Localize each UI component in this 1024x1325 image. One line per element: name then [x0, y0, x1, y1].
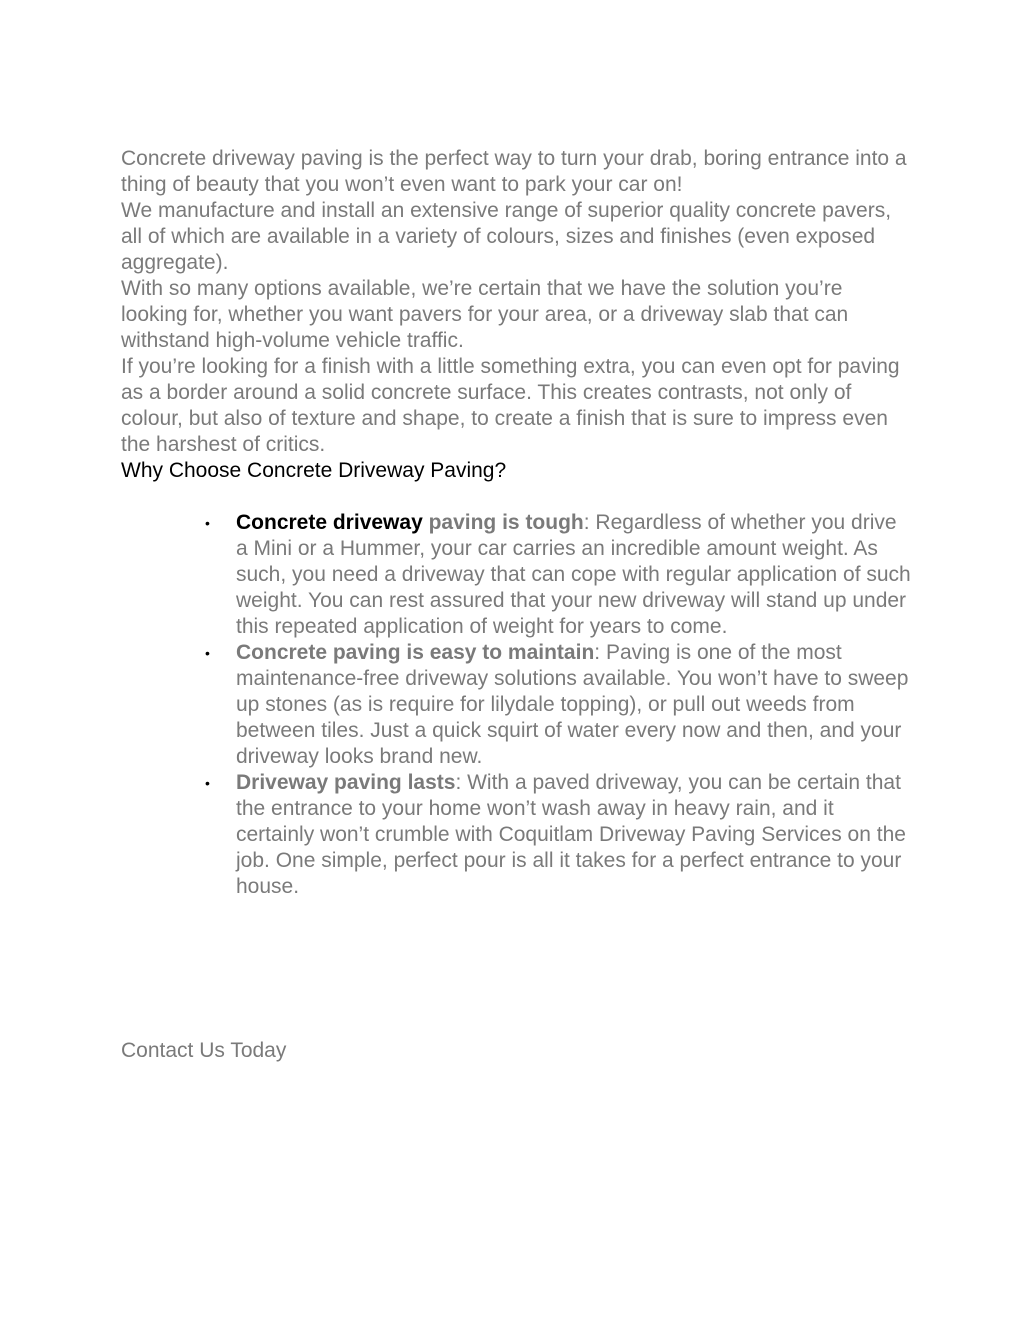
section-heading: Why Choose Concrete Driveway Paving? [121, 459, 507, 482]
bullet-title: Driveway paving lasts [236, 771, 456, 794]
list-item [121, 770, 911, 900]
bullet-title-dark: Concrete driveway [236, 511, 423, 534]
bullet-text: : Regardless of whether you drive a Mini or a Hummer, your car carries an incredible amount weight. As such, you need a driveway that can cope with regular application of such weight. You can rest assured that your new driveway will stand up under this repeated application of weight for years to come. [236, 511, 911, 638]
intro-paragraph: With so many options available, we’re certain that we have the solution you’re looking for, whether you want pavers for your area, or a driveway slab that can withstand high-volume vehicle traffic. [121, 277, 849, 352]
bullet-text: : Paving is one of the most maintenance-free driveway solutions available. You won’t have to sweep up stones (as is require for lilydale topping), or pull out weeds from between tiles. Just a quick squirt of water every now and then, and your driveway looks brand new. [236, 641, 909, 768]
bullet-title: Concrete paving is easy to maintain [236, 641, 595, 664]
contact-us-text: Contact Us Today [121, 1039, 287, 1062]
bullet-icon: • [205, 775, 210, 791]
intro-paragraph: We manufacture and install an extensive range of superior quality concrete pavers, all of which are available in a variety of colours, sizes and finishes (even exposed aggregate). [121, 199, 892, 274]
bullet-text: : With a paved driveway, you can be certain that the entrance to your home won’t wash away in heavy rain, and it certainly won’t crumble with Coquitlam Driveway Paving Services on the job. One simple, perfect pour is all it takes for a perfect entrance to your house. [236, 771, 906, 898]
intro-paragraph: Concrete driveway paving is the perfect way to turn your drab, boring entrance into a thing of beauty that you won’t even want to park your car on! [121, 147, 907, 196]
bullet-title: paving is tough [422, 511, 584, 534]
list-item [121, 640, 911, 770]
bullet-icon: • [205, 645, 210, 661]
benefits-list [121, 510, 911, 900]
bullet-icon: • [205, 515, 210, 531]
intro-paragraph: If you’re looking for a finish with a little something extra, you can even opt for paving as a border around a solid concrete surface. This creates contrasts, not only of colour, but also of texture and shape, to create a finish that is sure to impress even the harshest of critics. [121, 355, 900, 456]
document-body [121, 146, 911, 900]
list-item [121, 510, 911, 640]
